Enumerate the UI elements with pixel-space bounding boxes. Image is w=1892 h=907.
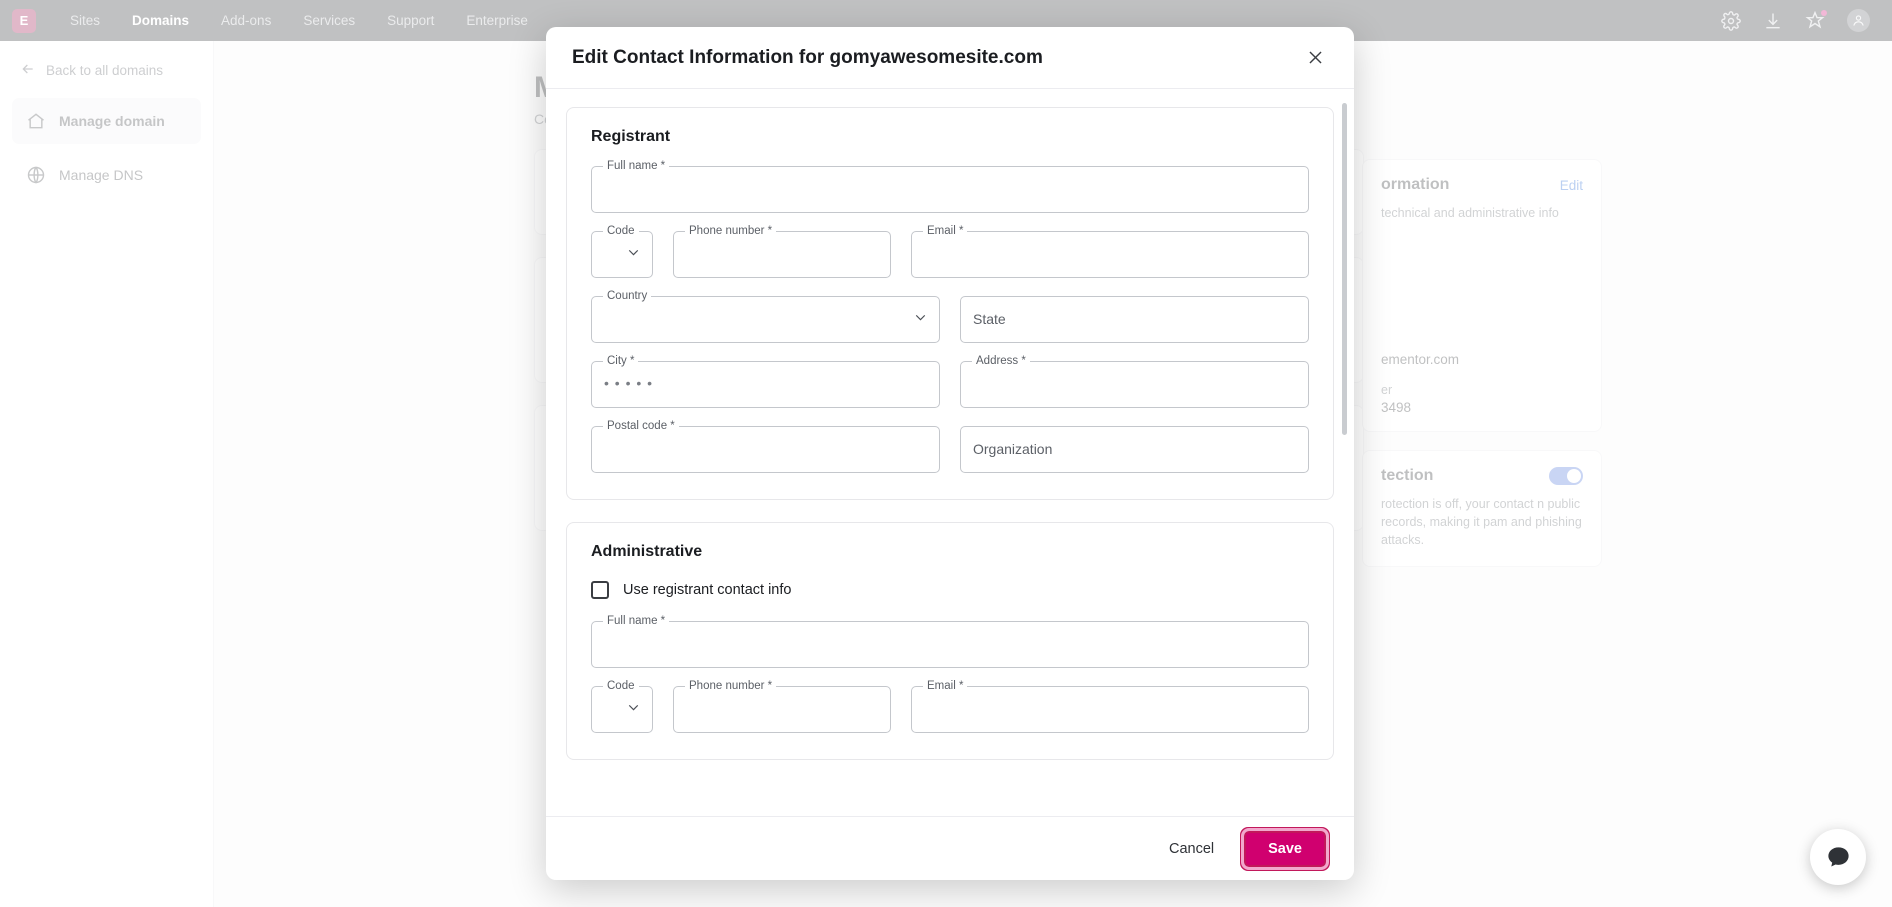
registrant-country-label: Country [603,290,651,302]
administrative-full-name-field[interactable] [591,615,1309,668]
registrant-full-name-field[interactable] [591,160,1309,213]
chevron-down-icon [912,309,929,331]
administrative-email-field[interactable] [911,680,1309,733]
registrant-organization-field[interactable] [960,426,1309,473]
chevron-down-icon [625,244,642,266]
registrant-city-field[interactable] [591,355,940,408]
registrant-full-name-value [592,167,1308,195]
registrant-postal-code-label: Postal code * [603,420,679,432]
registrant-state-field[interactable] [960,296,1309,343]
administrative-full-name-label: Full name * [603,615,669,627]
dialog-body[interactable] [546,89,1354,816]
administrative-phone-field[interactable] [673,680,891,733]
registrant-city-value: • • • • • [604,375,654,391]
administrative-section-title: Administrative [591,543,703,560]
edit-contact-information-dialog [546,27,1354,880]
dialog-scrollbar[interactable] [1342,103,1347,435]
registrant-code-label: Code [603,225,639,237]
administrative-code-label: Code [603,680,639,692]
chevron-down-icon [625,699,642,721]
registrant-state-placeholder: State [973,311,1006,327]
registrant-postal-code-field[interactable] [591,420,940,473]
registrant-email-field[interactable] [911,225,1309,278]
administrative-code-select[interactable] [591,680,653,733]
administrative-section [566,522,1334,760]
registrant-address-label: Address * [972,355,1030,367]
use-registrant-contact-info-label: Use registrant contact info [623,582,792,598]
registrant-phone-label: Phone number * [685,225,776,237]
save-button-highlight [1240,827,1330,871]
registrant-section-title: Registrant [591,128,671,145]
save-button[interactable]: Save [1244,831,1326,867]
dialog-title: Edit Contact Information for gomyawesomesite.com [572,46,1043,68]
registrant-full-name-label: Full name * [603,160,669,172]
registrant-email-label: Email * [923,225,967,237]
cancel-button[interactable]: Cancel [1153,831,1230,867]
registrant-city-label: City * [603,355,638,367]
administrative-email-label: Email * [923,680,967,692]
administrative-phone-label: Phone number * [685,680,776,692]
registrant-section [566,107,1334,500]
registrant-phone-field[interactable] [673,225,891,278]
registrant-organization-placeholder: Organization [973,441,1053,457]
registrant-address-field[interactable] [960,355,1309,408]
registrant-code-select[interactable] [591,225,653,278]
dialog-header [546,27,1354,89]
chat-bubble-icon[interactable] [1810,829,1866,885]
dialog-footer [546,816,1354,880]
administrative-email-value [912,687,1308,715]
registrant-email-value [912,232,1308,260]
registrant-country-select[interactable] [591,290,940,343]
administrative-full-name-value [592,622,1308,650]
use-registrant-contact-info-row[interactable] [591,581,1309,599]
use-registrant-contact-info-checkbox[interactable] [591,581,609,599]
close-icon[interactable] [1302,45,1328,71]
